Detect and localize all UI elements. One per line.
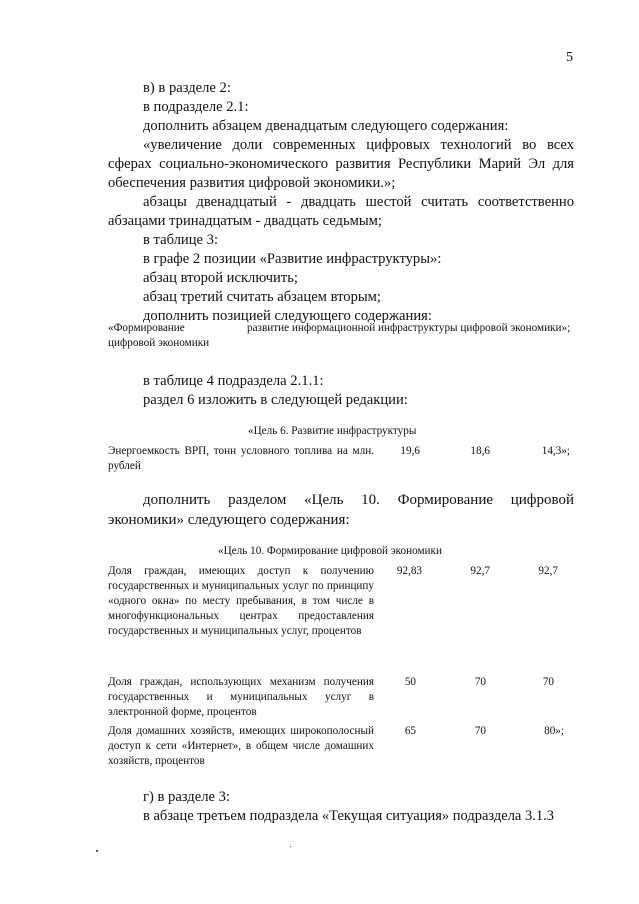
goal6-value-2: 18,6 [470, 445, 490, 457]
goal10-row3-value-1: 65 [404, 725, 416, 737]
goal10-row-label: Доля граждан, имеющих доступ к получению государственных и муниципальных услуг по принципу «одного окна» по месту пребывания, в том числе в многофункциональных центрах предоставления государственных и муниципальных услуг, процентов [108, 565, 374, 637]
text-line: дополнить абзацем двенадцатым следующего содержания: [143, 118, 509, 134]
quoted-paragraph: «увеличение доли современных цифровых технологий во всех сферах социально-экономического развития Республики Марий Эл для обеспечения развития цифровой экономики.»; [108, 137, 574, 191]
goal10-row3-value-2: 70 [474, 725, 486, 737]
goal6-title: «Цель 6. Развитие инфраструктуры [248, 425, 417, 437]
text-line: в абзаце третьем подраздела «Текущая ситуация» подраздела 3.1.3 [143, 808, 554, 824]
page-number: 5 [566, 50, 573, 65]
scan-artifact [96, 850, 98, 852]
text-line: абзац третий считать абзацем вторым; [143, 289, 381, 305]
add-section-paragraph: дополнить разделом «Цель 10. Формирование цифровой экономики» следующего содержания: [108, 492, 574, 528]
table3-col1: «Формирование цифровой экономики [108, 322, 210, 349]
renumber-paragraph: абзацы двенадцатый - двадцать шестой считать соответственно абзацами тринадцатым - двадцать седьмым; [108, 194, 574, 229]
goal10-row3-value-3: 80»; [544, 725, 564, 737]
text-line: в подразделе 2.1: [143, 99, 249, 115]
text-line: г) в разделе 3: [143, 789, 230, 805]
scan-artifact [290, 846, 291, 847]
goal6-row-label: Энергоемкость ВРП, тонн условного топлива на млн. рублей [108, 445, 374, 472]
goal10-row-label: Доля граждан, использующих механизм получения государственных и муниципальных услуг в электронной форме, процентов [108, 676, 374, 718]
goal10-row2-value-3: 70 [542, 676, 554, 688]
table3-col2: развитие информационной инфраструктуры цифровой экономики»; [247, 322, 571, 334]
goal10-title: «Цель 10. Формирование цифровой экономики [218, 545, 442, 557]
text-line: раздел 6 изложить в следующей редакции: [143, 392, 408, 408]
text-line: в таблице 3: [143, 232, 219, 248]
text-line: в графе 2 позиции «Развитие инфраструктуры»: [143, 251, 442, 267]
text-line: абзац второй исключить; [143, 270, 298, 286]
goal10-row2-value-2: 70 [474, 676, 486, 688]
text-line: в) в разделе 2: [143, 80, 231, 96]
goal10-row1-value-1: 92,83 [396, 565, 422, 577]
text-line: в таблице 4 подраздела 2.1.1: [143, 373, 324, 389]
goal10-row1-value-3: 92,7 [538, 565, 558, 577]
goal10-row2-value-1: 50 [404, 676, 416, 688]
goal6-value-1: 19,6 [400, 445, 420, 457]
text-line: дополнить позицией следующего содержания: [143, 308, 432, 324]
goal6-value-3: 14,3»; [541, 445, 570, 457]
goal10-row1-value-2: 92,7 [470, 565, 490, 577]
goal10-row-label: Доля домашних хозяйств, имеющих широкополосный доступ к сети «Интернет», в общем числе домашних хозяйств, процентов [108, 725, 374, 767]
